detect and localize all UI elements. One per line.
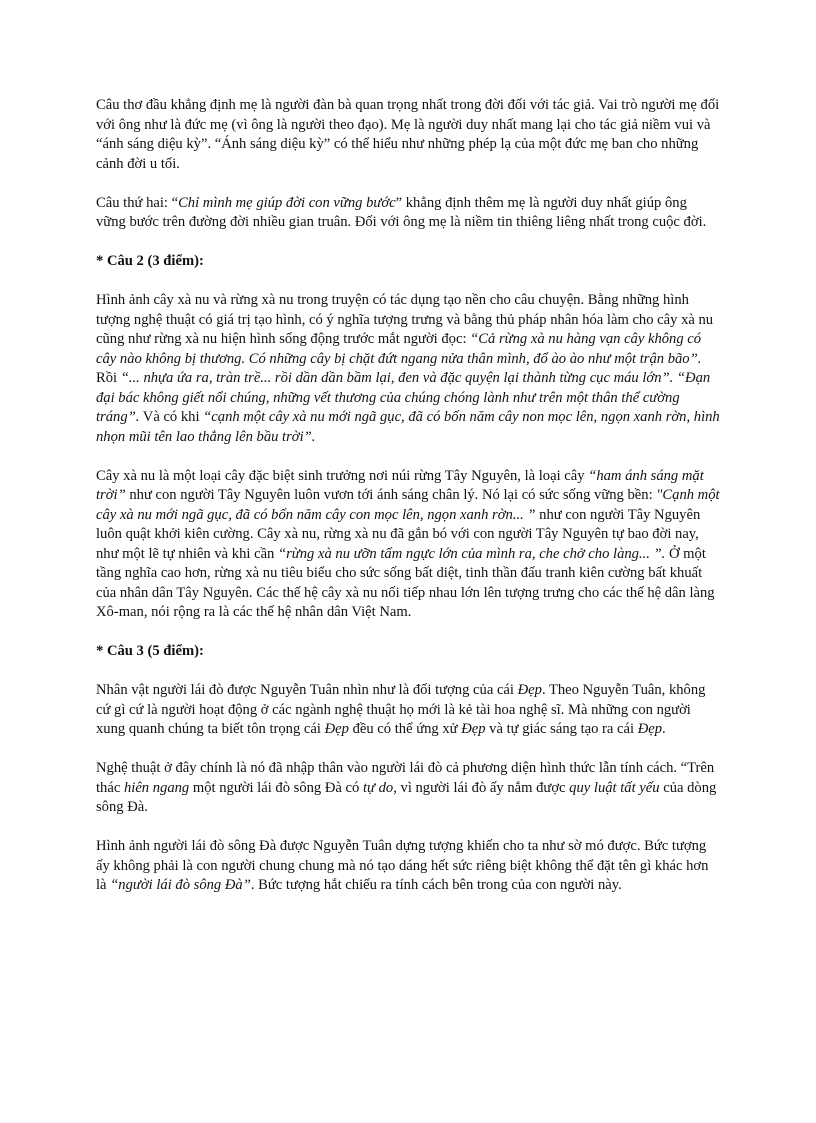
paragraph [96, 681, 720, 740]
text-run: , vì người lái đò ấy nắm được [393, 779, 570, 796]
text-run: Câu thứ hai: “ [96, 194, 179, 211]
text-run: Nhân vật người lái đò được Nguyễn Tuân nhìn như là đối tượng của cái [96, 682, 518, 698]
italic-text: “ham ánh sáng mặt trời” [96, 467, 704, 503]
paragraph [96, 96, 720, 174]
italic-text: "Cạnh một cây xà nu mới ngã gục, đã có bốn năm cây con mọc lên, ngọn xanh rờn... ” [96, 487, 720, 523]
text-run: Và có khi [139, 409, 204, 425]
text-run: như con người Tây Nguyên luôn vươn tới ánh sáng chân lý. Nó lại có sức sống vững bền: [125, 487, 657, 503]
paragraph [96, 467, 720, 623]
text-run: Hình ảnh cây xà nu và rừng xà nu trong truyện có tác dụng tạo nền cho câu chuyện. Bằng những hình tượng nghệ thuật có giá trị tạo hình, có ý nghĩa tượng trưng và bằng thủ pháp nhân hóa làm cho cây xà nu cũng như rừng xà nu hiện hình sống động trước mắt người đọc: [96, 292, 714, 347]
italic-text: “Cả rừng xà nu hàng vạn cây không có cây nào không bị thương. Có những cây bị chặt đứt ngang nửa thân mình, đổ ào ào như một trận bão”. [96, 331, 702, 367]
italic-text: “người lái đò sông Đà” [110, 877, 251, 893]
text-run: Ở một tầng nghĩa cao hơn, rừng xà nu tiêu biểu cho sức sống bất diệt, tinh thần đấu tranh kiên cường bất khuất của nhân dân Tây Nguyên. Các thế hệ cây xà nu nối tiếp nhau lớn lên tượng trưng cho các thế hệ dân làng Xô-man, nói rộng ra là các thế hệ nhân dân Việt Nam. [96, 545, 715, 620]
section-heading [96, 252, 720, 272]
text-run: Hình ảnh người lái đò sông Đà được Nguyễn Tuân dựng tượng khiến cho ta như sờ mó được. Bức tượng ấy không phải là con người chung chung mà nó tạo dáng hết sức riêng biệt không thể đặt tên gì khác hơn là [96, 838, 709, 893]
italic-text: “rừng xà nu ưỡn tấm ngực lớn của mình ra, che chở cho làng... ”. [278, 545, 666, 562]
paragraph [96, 291, 720, 447]
text-run: và tự giác sáng tạo ra cái [485, 721, 638, 737]
text-run: như con người Tây Nguyên luôn quật khởi kiên cường. Cây xà nu, rừng xà nu đã gắn bó với con người Tây Nguyên tự bao đời nay, như một lẽ tự nhiên và khi cần [96, 506, 701, 562]
section-heading [96, 642, 720, 662]
italic-text: “... nhựa ứa ra, tràn trề... rồi dần dần bầm lại, đen và đặc quyện lại thành từng cục máu lớn”. “Đạn đại bác không giết nổi chúng, những vết thương của chúng chóng lành như trên một thân thể cường tráng”. [96, 370, 711, 425]
text-run: ” khẳng định thêm mẹ là người duy nhất giúp ông vững bước trên đường đời nhiều gian truân. Đối với ông mẹ là niềm tin thiêng liêng nhất trong cuộc đời. [96, 194, 707, 230]
paragraph [96, 759, 720, 818]
text-run: đều có thể ứng xử [348, 721, 462, 737]
text-run: của dòng sông Đà. [96, 779, 717, 815]
text-run: . Bức tượng hắt chiếu ra tính cách bên trong của con người này. [250, 877, 622, 893]
text-run: * Câu 2 (3 điểm): [96, 253, 204, 269]
italic-text: Đẹp [461, 721, 486, 737]
document-body [96, 96, 720, 915]
text-run: . Theo Nguyễn Tuân, không cứ gì cứ là người hoạt động ở các ngành nghệ thuật họ mới là kẻ tài hoa nghệ sĩ. Mà những con người xung quanh chúng ta biết tôn trọng cái [96, 682, 706, 737]
text-run: một người lái đò sông Đà có [189, 779, 363, 796]
italic-text: Chỉ mình mẹ giúp đời con vững bước [178, 194, 396, 211]
italic-text: Đẹp [517, 682, 542, 698]
italic-text: Đẹp [324, 721, 349, 737]
paragraph [96, 837, 720, 896]
text-run: Rồi [96, 370, 121, 386]
text-run: Cây xà nu là một loại cây đặc biệt sinh trưởng nơi núi rừng Tây Nguyên, là loại cây [96, 467, 589, 484]
italic-text: hiên ngang [123, 779, 190, 796]
italic-text: quy luật tất yếu [569, 779, 660, 796]
italic-text: “cạnh một cây xà nu mới ngã gục, đã có bốn năm cây non mọc lên, ngọn xanh rờn, hình nhọn mũi tên lao thẳng lên bầu trời”. [96, 409, 720, 445]
text-run: * Câu 3 (5 điểm): [96, 643, 204, 659]
italic-text: tự do [362, 779, 394, 796]
italic-text: Đẹp [637, 721, 663, 737]
text-run: . [662, 721, 666, 737]
text-run: Câu thơ đầu khẳng định mẹ là người đàn bà quan trọng nhất trong đời đối với tác giả. Vai trò người mẹ đối với ông như là đức mẹ (vì ông là người theo đạo). Mẹ là người duy nhất mang lại cho tác giả niềm vui và “ánh sáng diệu kỳ”. “Ánh sáng diệu kỳ” có thể hiểu như những phép lạ của một đức mẹ ban cho những cảnh đời u tối. [96, 97, 720, 172]
paragraph [96, 194, 720, 233]
text-run: Nghệ thuật ở đây chính là nó đã nhập thân vào người lái đò cả phương diện hình thức lẫn tính cách. “Trên thác [96, 760, 715, 796]
